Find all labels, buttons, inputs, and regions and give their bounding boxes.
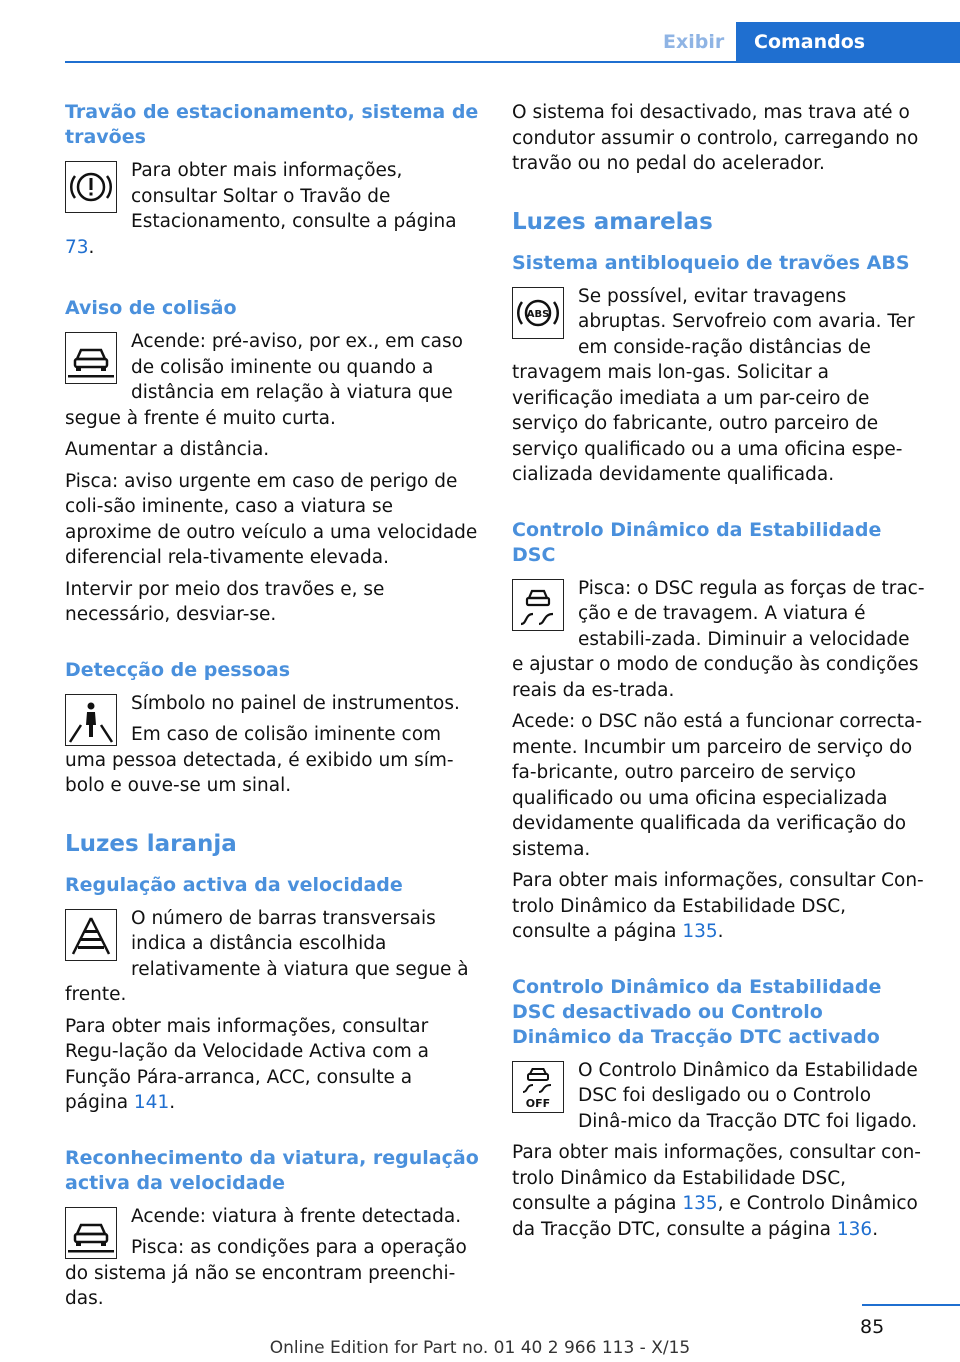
pedestrian-icon bbox=[65, 694, 117, 746]
parking-brake-warning-icon bbox=[65, 161, 117, 213]
vehicle-detection-text-2: Pisca: as condições para a operação do sistema já não se encontram preenchi-das. bbox=[65, 1237, 467, 1309]
page-link-136[interactable]: 136 bbox=[836, 1218, 873, 1240]
right-column bbox=[512, 100, 926, 1272]
heading-orange-lights: Luzes laranja bbox=[65, 830, 237, 857]
heading-active-cruise: Regulação activa da velocidade bbox=[65, 873, 403, 896]
section-pedestrian-detection bbox=[65, 658, 479, 799]
abs-icon bbox=[512, 287, 564, 339]
heading-vehicle-detection: Reconhecimento da viatura, regulação activa da velocidade bbox=[65, 1146, 479, 1194]
heading-abs: Sistema antibloqueio de travões ABS bbox=[512, 251, 910, 274]
dsc-off-icon bbox=[512, 1061, 564, 1113]
collision-text-4: Intervir por meio dos travões e, se necessário, desviar-se. bbox=[65, 578, 385, 625]
page-link-135b[interactable]: 135 bbox=[682, 1193, 718, 1214]
section-collision-warning bbox=[65, 296, 479, 628]
pedestrian-text-2: Em caso de colisão iminente com uma pessoa detectada, é exibido um sím-bolo e ouve-se um sinal. bbox=[65, 724, 454, 796]
distance-bars-icon bbox=[65, 909, 117, 961]
collision-text-3: Pisca: aviso urgente em caso de perigo de coli-são iminente, caso a viatura se aproxime de outro veículo a uma velocidade diferencial rela-tivamente elevada. bbox=[65, 470, 478, 568]
tab-exibir[interactable]: Exibir bbox=[645, 22, 737, 63]
page-link-73[interactable]: 73 bbox=[65, 236, 89, 258]
section-parking-brake bbox=[65, 100, 479, 266]
car-warning-icon bbox=[65, 332, 117, 384]
heading-pedestrian-detection: Detecção de pessoas bbox=[65, 658, 291, 681]
heading-yellow-lights: Luzes amarelas bbox=[512, 208, 713, 235]
intro-text: O sistema foi desactivado, mas trava até o condutor assumir o controlo, carregando no travão ou no pedal do acelerador. bbox=[512, 102, 919, 174]
dsc-skid-icon bbox=[512, 579, 564, 631]
collision-text-1: Acende: pré-aviso, por ex., em caso de colisão iminente ou quando a distância em relação à viatura que segue à frente é muito curta. bbox=[65, 331, 463, 429]
vehicle-detection-text-1: Acende: viatura à frente detectada. bbox=[131, 1205, 462, 1227]
heading-dsc: Controlo Dinâmico da Estabilidade DSC bbox=[512, 518, 882, 566]
page-number: 85 bbox=[860, 1316, 885, 1338]
page-link-135[interactable]: 135 bbox=[682, 921, 718, 942]
active-cruise-text-2: Para obter mais informações, consultar Regu-lação da Velocidade Activa com a Função Pára-arranca, ACC, consulte a página 141. bbox=[65, 1015, 429, 1113]
section-vehicle-detection bbox=[65, 1146, 479, 1312]
off-label: OFF bbox=[525, 1096, 551, 1110]
car-detected-icon bbox=[65, 1207, 117, 1259]
collision-text-2: Aumentar a distância. bbox=[65, 439, 270, 460]
section-active-cruise bbox=[65, 873, 479, 1116]
heading-parking-brake: Travão de estacionamento, sistema de travões bbox=[65, 101, 479, 148]
dsc-text-1: Pisca: o DSC regula as forças de trac-ção e de travagem. A viatura é estabili-zada. Diminuir a velocidade e ajustar o modo de condução às condições reais da es-trada. bbox=[512, 577, 925, 701]
heading-collision-warning: Aviso de colisão bbox=[65, 297, 237, 319]
abs-text: Se possível, evitar travagens abruptas. Servofreio com avaria. Ter em conside-ração distâncias de travagem mais lon-gas. Solicitar a verificação imediata a um par-ceiro de serviço do fabricante, outro parceiro de serviço qualificado ou a uma oficina espe-cializada devidamente qualificada. bbox=[512, 285, 915, 485]
dsc-text-2: Acede: o DSC não está a funcionar correcta-mente. Incumbir um parceiro de serviço do fa-bricante, outro parceiro de serviço qualificado ou uma oficina especializada devidamente qualificada da verificação do sistema. bbox=[512, 711, 923, 860]
header-rule bbox=[65, 61, 960, 63]
page-number-rule bbox=[862, 1304, 960, 1306]
heading-dsc-off: Controlo Dinâmico da Estabilidade DSC desactivado ou Controlo Dinâmico da Tracção DTC activado bbox=[512, 975, 882, 1048]
parking-brake-text: Para obter mais informações, consultar Soltar o Travão de Estacionamento, consulte a página 73. bbox=[65, 160, 457, 258]
section-abs bbox=[512, 251, 926, 488]
tab-comandos[interactable]: Comandos bbox=[736, 22, 960, 63]
dsc-text-3: Para obter mais informações, consultar Con-trolo Dinâmico da Estabilidade DSC, consulte a página 135. bbox=[512, 870, 924, 942]
section-dsc bbox=[512, 518, 926, 945]
section-dsc-off bbox=[512, 975, 926, 1243]
left-column bbox=[65, 100, 479, 1332]
page-link-141[interactable]: 141 bbox=[133, 1092, 170, 1113]
active-cruise-text-1: O número de barras transversais indica a distância escolhida relativamente à viatura que segue à frente. bbox=[65, 907, 469, 1005]
footer-edition: Online Edition for Part no. 01 40 2 966 113 - X/15 bbox=[269, 1338, 691, 1358]
svg-text:ABS: ABS bbox=[526, 308, 550, 320]
dsc-off-text-2: Para obter mais informações, consultar con-trolo Dinâmico da Estabilidade DSC, consulte a página 135, e Controlo Dinâmico da Tracção DTC, consulte a página 136. bbox=[512, 1142, 921, 1240]
pedestrian-text-1: Símbolo no painel de instrumentos. bbox=[131, 692, 460, 714]
dsc-off-text-1: O Controlo Dinâmico da Estabilidade DSC foi desligado ou o Controlo Dinâ-mico da Tracção DTC foi ligado. bbox=[578, 1059, 918, 1132]
